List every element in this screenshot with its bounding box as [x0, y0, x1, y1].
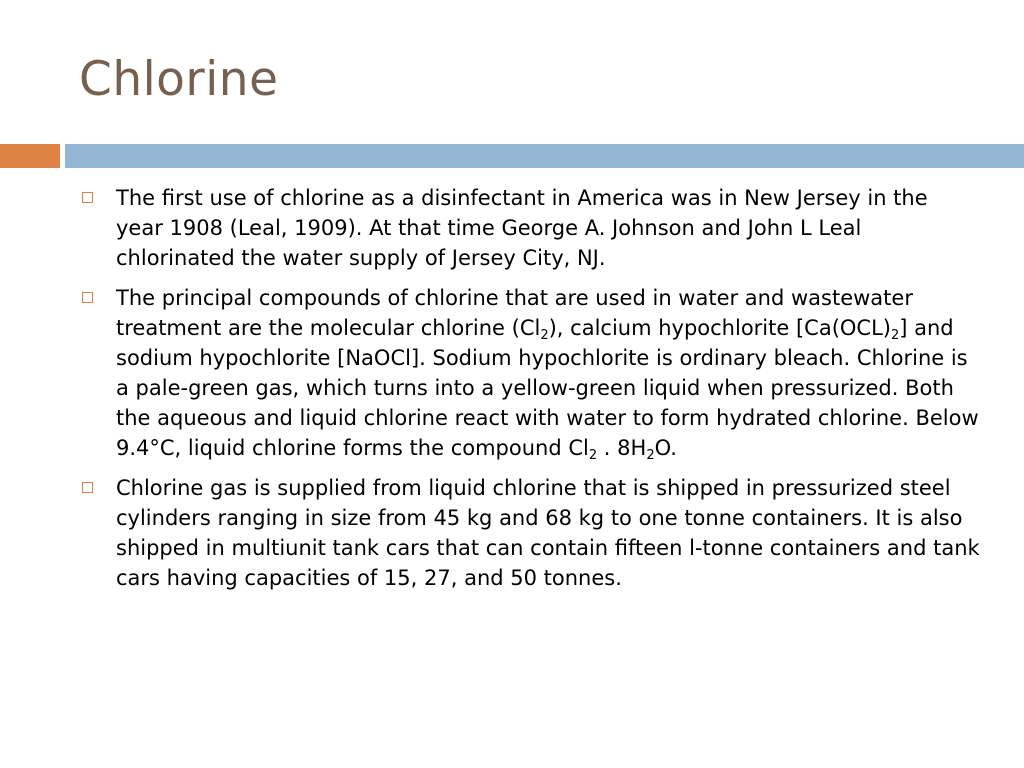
bullet-text — [116, 286, 979, 463]
title-accent-bar — [0, 144, 60, 168]
bullet-item — [80, 283, 980, 463]
bullet-item — [80, 473, 980, 593]
bullet-list — [80, 183, 980, 603]
hollow-square-bullet-icon — [82, 192, 93, 203]
text-segment: ] and sodium hypochlorite [NaOCl]. Sodium hypochlorite is ordinary bleach. Chlorine is a pale-green gas, which turns into a yellow-green liquid when pressurized. Both the aqueous and liquid chlorine react with water to form hydrated chlorine. Below 9.4°C, liquid chlorine forms the compound Cl — [116, 316, 979, 460]
title-divider-bar — [65, 144, 1024, 168]
slide-title: Chlorine — [79, 52, 279, 107]
hollow-square-bullet-icon — [82, 482, 93, 493]
text-segment: . 8H — [597, 436, 647, 460]
hollow-square-bullet-icon — [82, 292, 93, 303]
text-segment: O. — [654, 436, 677, 460]
subscript: 2 — [890, 328, 900, 343]
subscript: 2 — [646, 448, 655, 463]
bullet-text: Chlorine gas is supplied from liquid chlorine that is shipped in pressurized steel cylinders ranging in size from 45 kg and 68 kg to one tonne containers. It is also shipped in multiunit tank cars that can contain fifteen l-tonne containers and tank cars having capacities of 15, 27, and 50 tonnes. — [116, 476, 980, 590]
bullet-text: The first use of chlorine as a disinfectant in America was in New Jersey in the year 1908 (Leal, 1909). At that time George A. Johnson and John L Leal chlorinated the water supply of Jersey City, NJ. — [116, 186, 928, 270]
bullet-item — [80, 183, 980, 273]
subscript: 2 — [588, 448, 598, 463]
text-segment: The principal compounds of chlorine that are used in water and wastewater treatment are the molecular chlorine (Cl — [116, 286, 913, 340]
text-segment: ), calcium hypochlorite [Ca(OCL) — [548, 316, 891, 340]
subscript: 2 — [540, 328, 549, 343]
